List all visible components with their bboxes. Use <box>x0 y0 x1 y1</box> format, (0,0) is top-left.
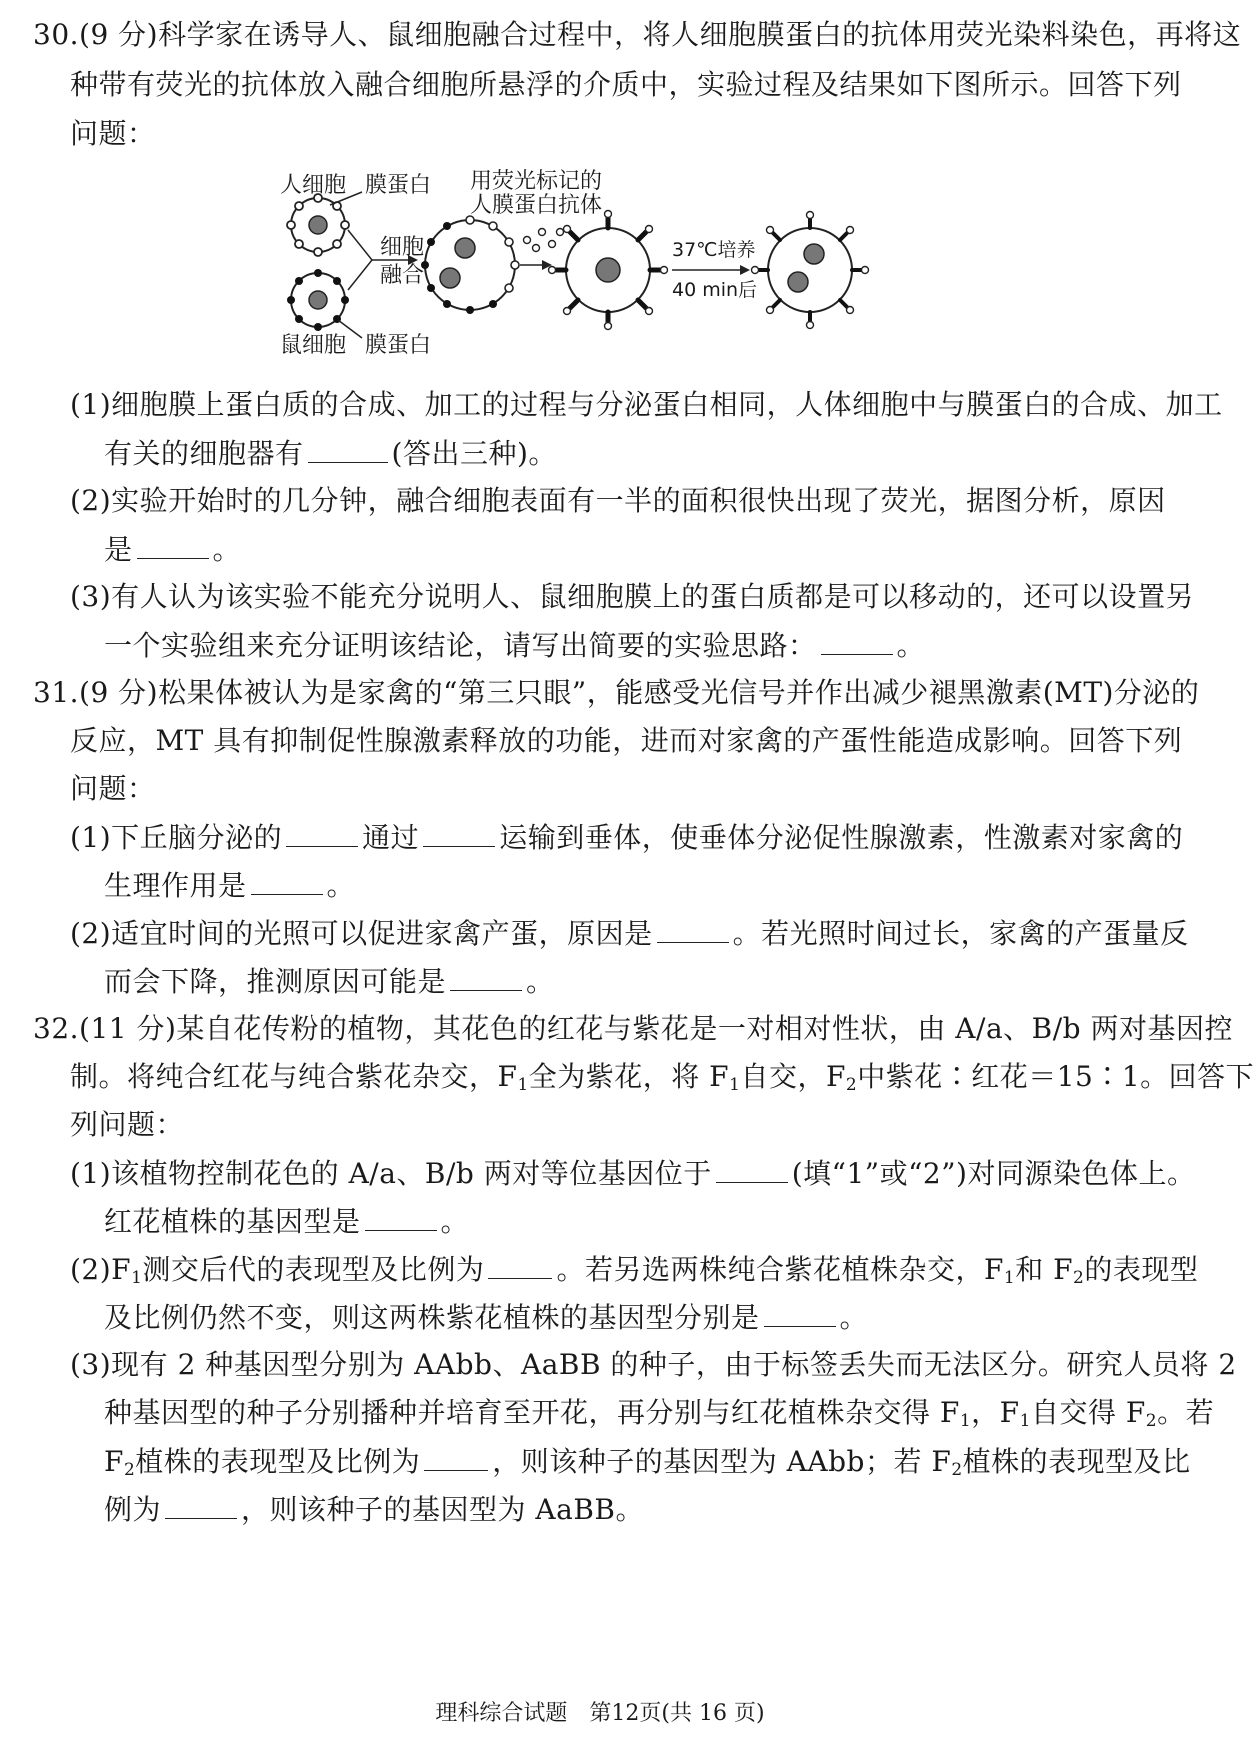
q32-stem-line-2: 制。将纯合红花与纯合紫花杂交，$F_1$全为紫花，将 $F_1$自交，$F_2$中紫花∶红花＝15∶1。回答下 <box>70 1060 1254 1095</box>
page-footer: 理科综合试题 第12页(共 16 页) <box>435 1701 765 1726</box>
q30-stem-line-3: 问题： <box>70 117 156 150</box>
q32-sub1-line-2: 红花植株的基因型是 。 <box>104 1205 470 1238</box>
q32-sub3-line-3: $F_2$植株的表现型及比例为 ，则该种子的基因型为 AAbb；若 $F_2$植株的表现型及比 <box>104 1445 1191 1480</box>
q30-sub3-line-2: 一个实验组来充分证明该结论，请写出简要的实验思路： 。 <box>104 629 926 662</box>
label-membrane-protein-bottom: 膜蛋白 <box>365 333 432 358</box>
answer-blank[interactable] <box>286 820 358 847</box>
label-culture-1: 37℃培养 <box>672 239 756 261</box>
answer-blank[interactable] <box>165 1492 237 1519</box>
q30-stem-line-2: 种带有荧光的抗体放入融合细胞所悬浮的介质中，实验过程及结果如下图所示。回答下列 <box>70 68 1182 101</box>
q32-sub2-line-2: 及比例仍然不变，则这两株紫花植株的基因型分别是 。 <box>104 1301 869 1334</box>
q32-stem-line-3: 列问题： <box>70 1108 185 1141</box>
antibody-icon <box>524 229 564 252</box>
q30-sub2-line-1: (2)实验开始时的几分钟，融合细胞表面有一半的面积很快出现了荧光，据图分析，原因 <box>70 484 1166 517</box>
answer-blank[interactable] <box>488 1252 552 1279</box>
answer-blank[interactable] <box>450 964 522 991</box>
answer-blank[interactable] <box>137 532 209 559</box>
answer-blank[interactable] <box>764 1300 836 1327</box>
label-fusion-1: 细胞 <box>380 235 425 260</box>
q32-sub3-line-4: 例为 ，则该种子的基因型为 AaBB。 <box>104 1493 644 1526</box>
q31-stem-line-3: 问题： <box>70 772 156 805</box>
labeled-cell-icon <box>549 211 668 330</box>
q32-sub3-line-2: 种基因型的种子分别播种并培育至开花，再分别与红花植株杂交得 $F_1$，$F_1$自交得 $F_2$。若 <box>104 1396 1215 1431</box>
q30-sub2-line-2: 是 。 <box>104 533 242 566</box>
answer-blank[interactable] <box>424 1444 488 1471</box>
q31-sub1-line-2: 生理作用是 。 <box>104 869 356 902</box>
cell-fusion-diagram <box>280 170 920 370</box>
q31-stem-line-1: 31.(9 分)松果体被认为是家禽的“第三只眼”，能感受光信号并作出减少褪黑激素(MT)分泌的 <box>33 676 1200 709</box>
q30-stem-line-1: 30.(9 分)科学家在诱导人、鼠细胞融合过程中，将人细胞膜蛋白的抗体用荧光染料染色，再将这 <box>33 18 1242 51</box>
label-culture-2: 40 min后 <box>672 279 758 301</box>
q31-sub2-line-1: (2)适宜时间的光照可以促进家禽产蛋，原因是 。若光照时间过长，家禽的产蛋量反 <box>70 917 1189 950</box>
label-membrane-protein-top: 膜蛋白 <box>365 173 432 198</box>
human-cell-icon <box>287 194 349 256</box>
answer-blank[interactable] <box>308 436 388 463</box>
q30-sub1-line-2: 有关的细胞器有 (答出三种)。 <box>104 437 557 470</box>
final-cell-icon <box>752 212 869 329</box>
answer-blank[interactable] <box>716 1156 788 1183</box>
q31-stem-line-2: 反应，MT 具有抑制促性腺激素释放的功能，进而对家禽的产蛋性能造成影响。回答下列 <box>70 724 1183 757</box>
q32-sub3-line-1: (3)现有 2 种基因型分别为 AAbb、AaBB 的种子，由于标签丢失而无法区分。研究人员将 2 <box>70 1348 1237 1381</box>
answer-blank[interactable] <box>657 916 729 943</box>
q32-sub1-line-1: (1)该植物控制花色的 A/a、B/b 两对等位基因位于 (填“1”或“2”)对同源染色体上。 <box>70 1157 1196 1190</box>
fused-cell-icon <box>421 216 519 314</box>
q31-sub2-line-2: 而会下降，推测原因可能是 。 <box>104 965 555 998</box>
answer-blank[interactable] <box>251 868 323 895</box>
q31-sub1-line-1: (1)下丘脑分泌的 通过 运输到垂体，使垂体分泌促性腺激素，性激素对家禽的 <box>70 821 1184 854</box>
q30-sub1-line-1: (1)细胞膜上蛋白质的合成、加工的过程与分泌蛋白相同，人体细胞中与膜蛋白的合成、加工 <box>70 388 1223 421</box>
label-antibody-2: 人膜蛋白抗体 <box>470 193 603 218</box>
answer-blank[interactable] <box>423 820 495 847</box>
q32-stem-line-1: 32.(11 分)某自花传粉的植物，其花色的红花与紫花是一对相对性状，由 A/a、B/b 两对基因控 <box>33 1012 1233 1045</box>
label-human-cell: 人细胞 <box>280 173 347 198</box>
q30-sub3-line-1: (3)有人认为该实验不能充分说明人、鼠细胞膜上的蛋白质都是可以移动的，还可以设置另 <box>70 580 1195 613</box>
answer-blank[interactable] <box>365 1204 437 1231</box>
q32-sub2-line-1: $(2)F_1$测交后代的表现型及比例为 。若另选两株纯合紫花植株杂交，$F_1$和 $F_2$的表现型 <box>70 1253 1199 1288</box>
label-fusion-2: 融合 <box>380 263 425 288</box>
label-antibody-1: 用荧光标记的 <box>470 169 603 194</box>
answer-blank[interactable] <box>821 628 893 655</box>
label-mouse-cell: 鼠细胞 <box>280 333 347 358</box>
